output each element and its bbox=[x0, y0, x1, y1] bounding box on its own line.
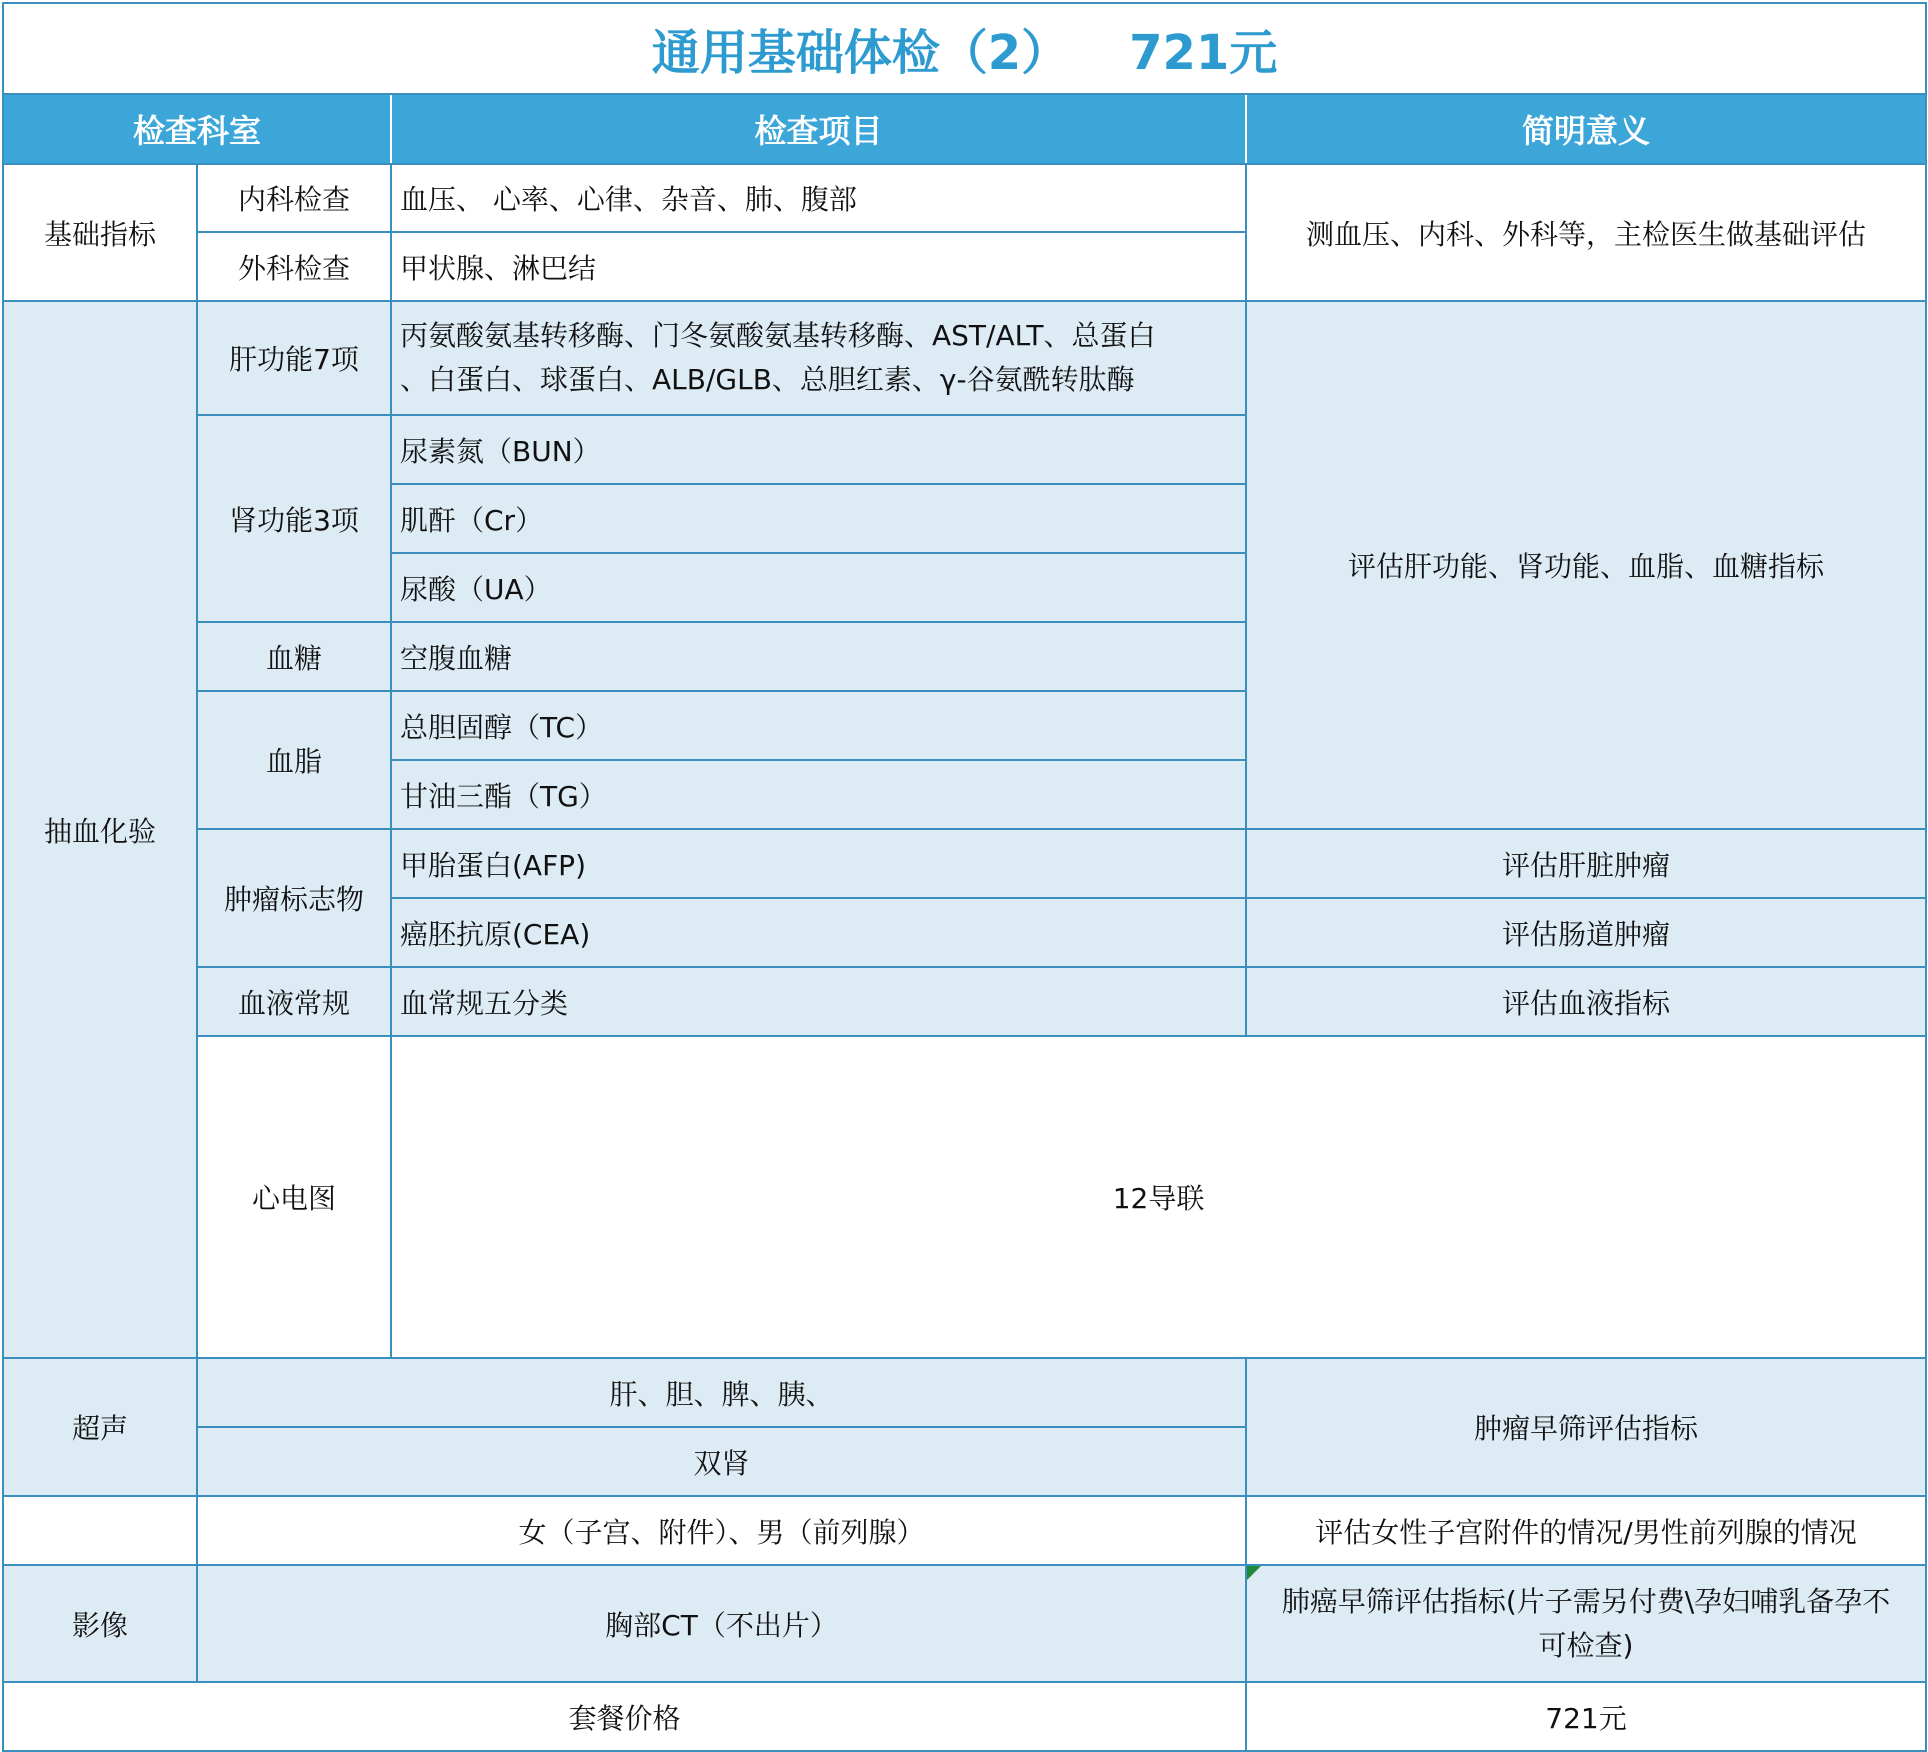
total-label: 套餐价格 bbox=[3, 1682, 1246, 1751]
table-row bbox=[3, 1496, 1926, 1565]
group-ultrasound: 超声 bbox=[3, 1358, 197, 1496]
item-tg: 甘油三酯（TG） bbox=[391, 760, 1246, 829]
group-ultrasound-extra bbox=[3, 1496, 197, 1565]
item-ecg: 12导联 bbox=[391, 1036, 1926, 1358]
item-cea: 癌胚抗原(CEA) bbox=[391, 898, 1246, 967]
table-row bbox=[3, 1036, 1926, 1358]
meaning-cea: 评估肠道肿瘤 bbox=[1246, 898, 1926, 967]
item-liver bbox=[391, 301, 1246, 415]
sub-sugar: 血糖 bbox=[197, 622, 391, 691]
sub-surgery: 外科检查 bbox=[197, 232, 391, 301]
meaning-ultrasound: 肿瘤早筛评估指标 bbox=[1246, 1358, 1926, 1496]
meaning-ultrasound-gender: 评估女性子宫附件的情况/男性前列腺的情况 bbox=[1246, 1496, 1926, 1565]
item-imaging: 胸部CT（不出片） bbox=[197, 1565, 1246, 1682]
item-liver-line2: 、白蛋白、球蛋白、ALB/GLB、总胆红素、γ-谷氨酰转肽酶 bbox=[400, 363, 1135, 396]
sub-lipid: 血脂 bbox=[197, 691, 391, 829]
item-ua: 尿酸（UA） bbox=[391, 553, 1246, 622]
item-routine: 血常规五分类 bbox=[391, 967, 1246, 1036]
title-row bbox=[3, 3, 1926, 94]
meaning-afp: 评估肝脏肿瘤 bbox=[1246, 829, 1926, 898]
table-row bbox=[3, 829, 1926, 898]
item-bun: 尿素氮（BUN） bbox=[391, 415, 1246, 484]
meaning-imaging-line2: 可检查) bbox=[1538, 1628, 1634, 1662]
item-afp: 甲胎蛋白(AFP) bbox=[391, 829, 1246, 898]
table-row bbox=[3, 1358, 1926, 1427]
item-cr: 肌酐（Cr） bbox=[391, 484, 1246, 553]
sub-routine: 血液常规 bbox=[197, 967, 391, 1036]
page-title bbox=[3, 3, 1926, 94]
item-ultrasound-gender: 女（子宫、附件）、男（前列腺） bbox=[197, 1496, 1246, 1565]
sub-kidney: 肾功能3项 bbox=[197, 415, 391, 622]
table-row bbox=[3, 967, 1926, 1036]
table-row bbox=[3, 1565, 1926, 1682]
group-basic: 基础指标 bbox=[3, 164, 197, 301]
group-ecg: 心电图 bbox=[197, 1036, 391, 1358]
total-value: 721元 bbox=[1246, 1682, 1926, 1751]
item-liver-line1: 丙氨酸氨基转移酶、门冬氨酸氨基转移酶、AST/ALT、总蛋白 bbox=[400, 319, 1156, 352]
group-imaging: 影像 bbox=[3, 1565, 197, 1682]
header-dept: 检查科室 bbox=[3, 94, 391, 164]
meaning-imaging-line1: 肺癌早筛评估指标(片子需另付费\孕妇哺乳备孕不 bbox=[1281, 1584, 1891, 1618]
package-title-price: 721元 bbox=[1129, 25, 1278, 81]
item-tc: 总胆固醇（TC） bbox=[391, 691, 1246, 760]
meaning-blood-common: 评估肝功能、肾功能、血脂、血糖指标 bbox=[1246, 301, 1926, 829]
header-meaning: 简明意义 bbox=[1246, 94, 1926, 164]
comment-marker-icon bbox=[1247, 1566, 1261, 1580]
table-row bbox=[3, 1682, 1926, 1751]
item-surgery: 甲状腺、淋巴结 bbox=[391, 232, 1246, 301]
table-row bbox=[3, 164, 1926, 232]
header-item: 检查项目 bbox=[391, 94, 1246, 164]
item-ultrasound-kidney: 双肾 bbox=[197, 1427, 1246, 1496]
meaning-basic: 测血压、内科、外科等，主检医生做基础评估 bbox=[1246, 164, 1926, 301]
item-ultrasound-abdomen: 肝、胆、脾、胰、 bbox=[197, 1358, 1246, 1427]
item-sugar: 空腹血糖 bbox=[391, 622, 1246, 691]
meaning-routine: 评估血液指标 bbox=[1246, 967, 1926, 1036]
table-row bbox=[3, 301, 1926, 415]
group-blood: 抽血化验 bbox=[3, 301, 197, 1358]
package-table bbox=[2, 2, 1927, 1752]
meaning-imaging bbox=[1246, 1565, 1926, 1682]
header-row bbox=[3, 94, 1926, 164]
sub-internal: 内科检查 bbox=[197, 164, 391, 232]
item-internal: 血压、 心率、心律、杂音、肺、腹部 bbox=[391, 164, 1246, 232]
sub-liver: 肝功能7项 bbox=[197, 301, 391, 415]
package-name: 通用基础体检（2） bbox=[651, 25, 1070, 81]
sub-tumor: 肿瘤标志物 bbox=[197, 829, 391, 967]
